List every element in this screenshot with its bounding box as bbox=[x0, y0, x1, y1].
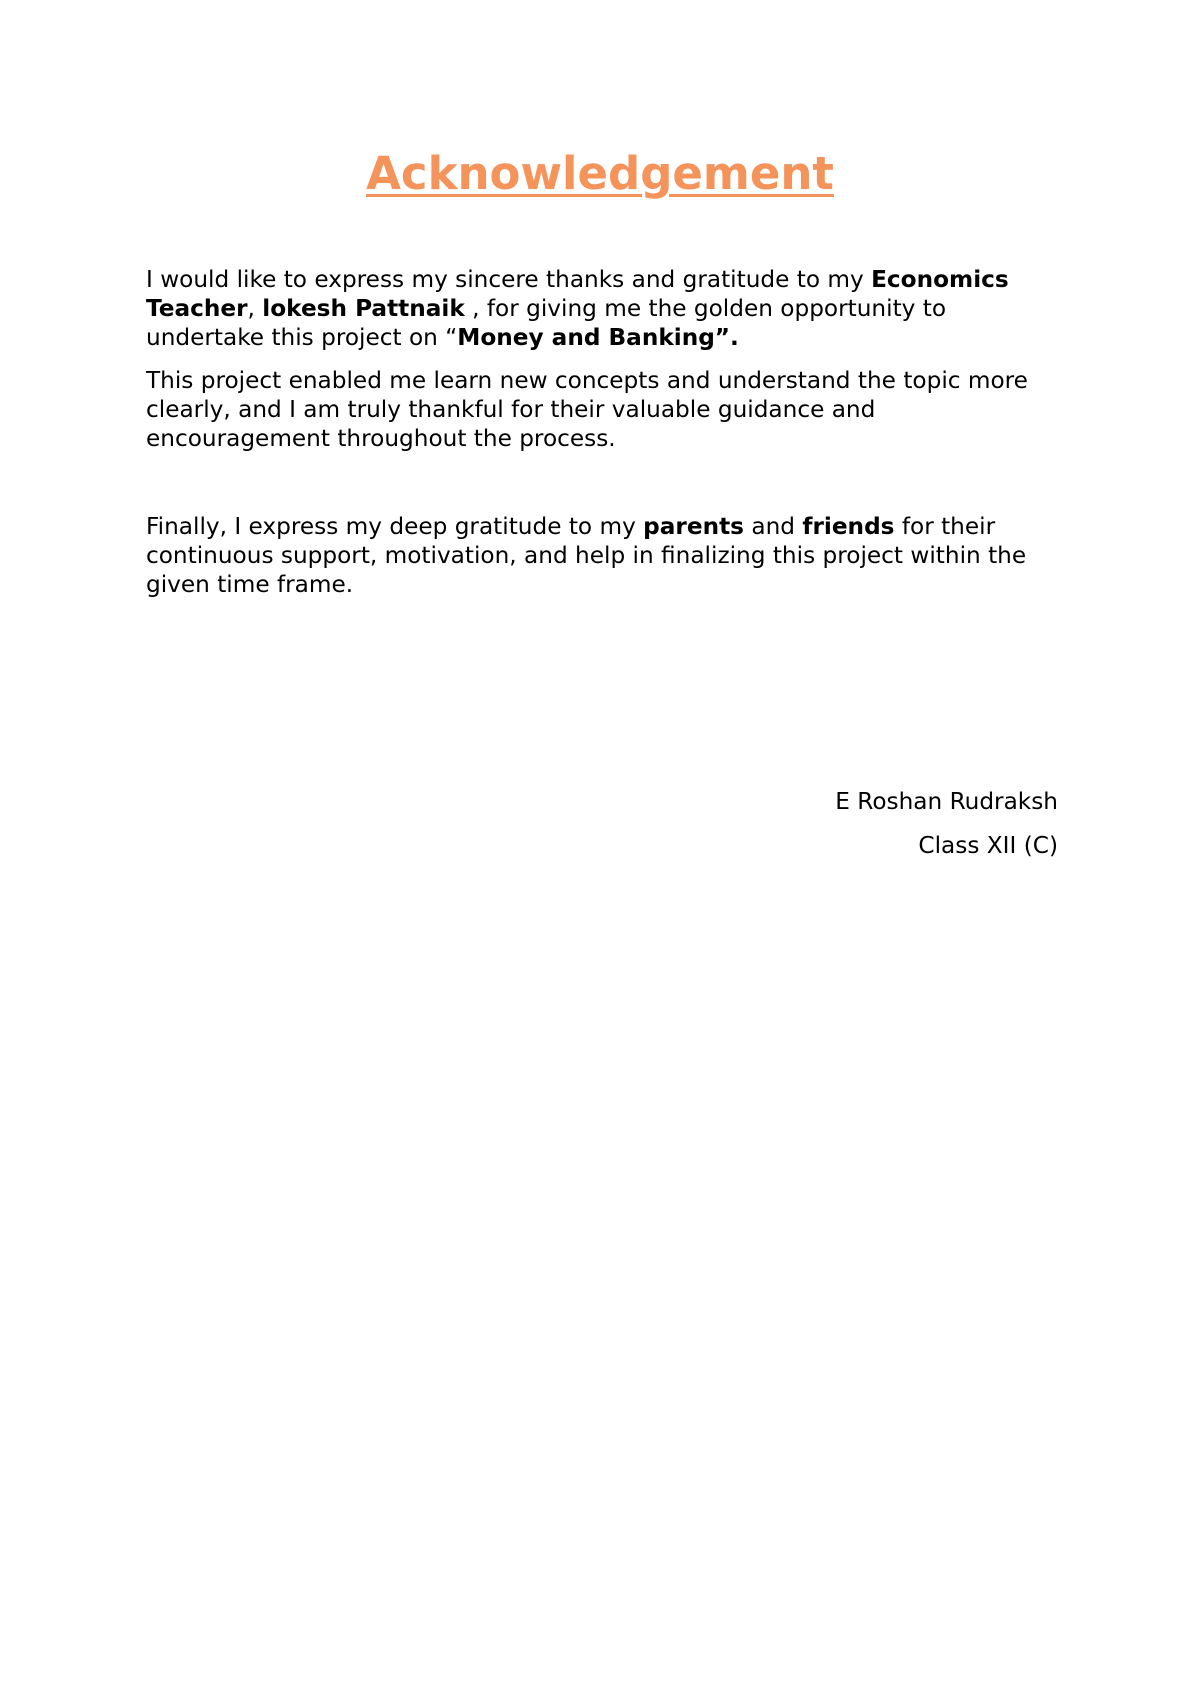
gratitude-text-2: and bbox=[743, 513, 803, 540]
thanks-text-3: , for giving me the golden opportunity to undertake this project on “ bbox=[146, 295, 947, 351]
thanks-paragraph bbox=[146, 265, 1061, 352]
teacher-subject: Economics Teacher bbox=[146, 266, 1009, 322]
thanks-text-1: I would like to express my sincere thanks and gratitude to my bbox=[146, 266, 872, 293]
gratitude-paragraph bbox=[146, 512, 1061, 599]
signature-name: E Roshan Rudraksh bbox=[835, 788, 1058, 815]
friends-label: friends bbox=[802, 513, 895, 540]
learning-paragraph: This project enabled me learn new concepts and understand the topic more clearly, and I am truly thankful for their valuable guidance and encouragement throughout the process. bbox=[146, 367, 1028, 452]
thanks-text-2: , bbox=[247, 295, 263, 322]
signature-class: Class XII (C) bbox=[918, 832, 1058, 859]
gratitude-text-3: for their continuous support, motivation, and help in finalizing this project within the given time frame. bbox=[146, 513, 1027, 598]
project-topic: Money and Banking”. bbox=[457, 324, 739, 351]
teacher-name: lokesh Pattnaik bbox=[262, 295, 465, 322]
parents-label: parents bbox=[643, 513, 744, 540]
page-title: Acknowledgement bbox=[366, 147, 834, 200]
gratitude-text-1: Finally, I express my deep gratitude to my bbox=[146, 513, 644, 540]
